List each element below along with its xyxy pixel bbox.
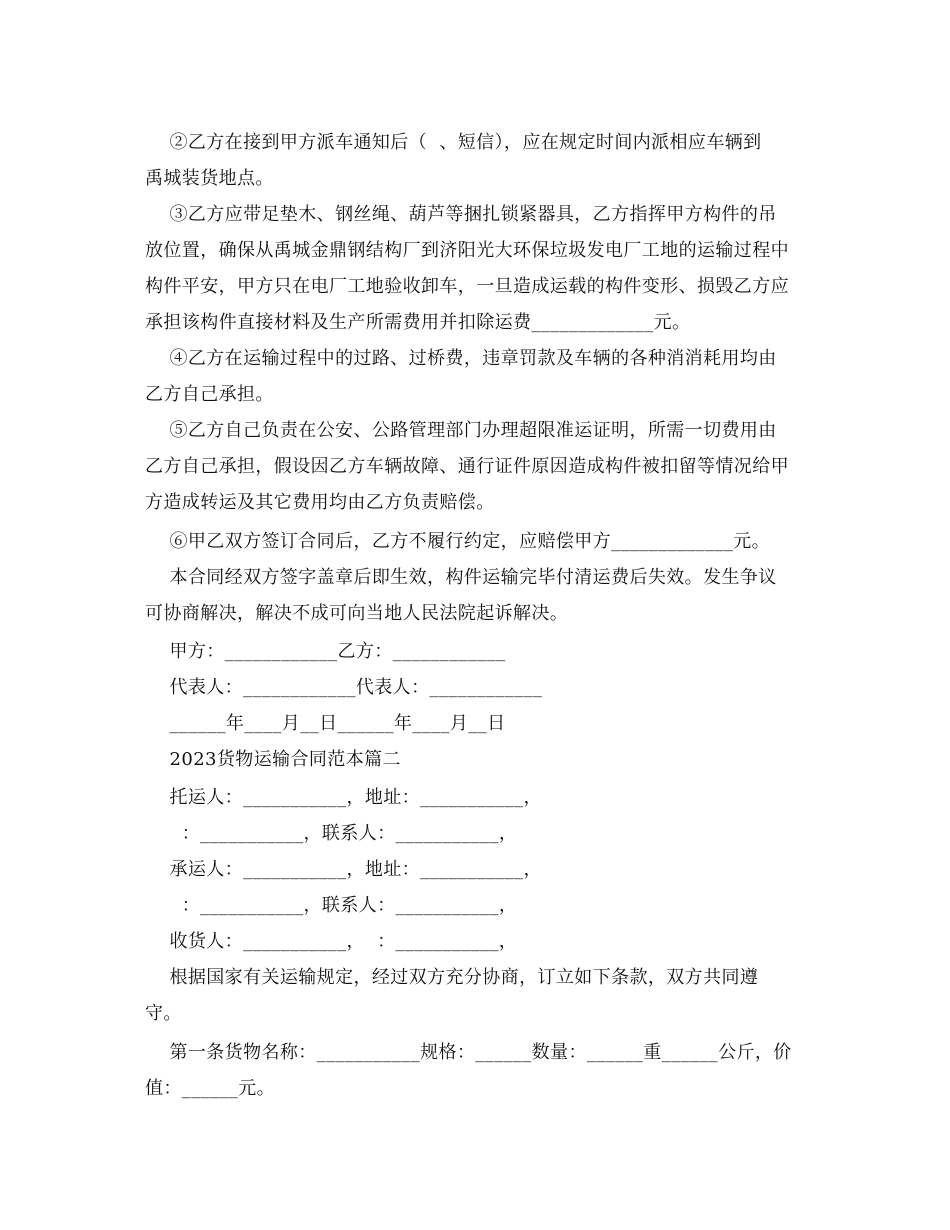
text-line: 构件平安，甲方只在电厂工地验收卸车，一旦造成运载的构件变形、损毁乙方应 xyxy=(145,276,789,297)
text-line: ③乙方应带足垫木、钢丝绳、葫芦等捆扎锁紧器具，乙方指挥甲方构件的吊 xyxy=(145,204,777,225)
text-line: ⑥甲乙双方签订合同后，乙方不履行约定，应赔偿甲方_____________元。 xyxy=(145,531,771,552)
text-line: 守。 xyxy=(145,1003,182,1024)
text-line: 放位置，确保从禹城金鼎钢结构厂到济阳光大环保垃圾发电厂工地的运输过程中 xyxy=(145,240,789,261)
signature-date-line: ______年____月__日______年____月__日 xyxy=(145,713,506,734)
section-heading: 2023货物运输合同范本篇二 xyxy=(145,749,401,770)
form-line: ：___________，联系人：___________， xyxy=(145,823,518,844)
text-line: 禹城装货地点。 xyxy=(145,168,274,189)
text-line: ④乙方在运输过程中的过路、过桥费，违章罚款及车辆的各种消消耗用均由 xyxy=(145,348,777,369)
text-line: 值：______元。 xyxy=(145,1078,275,1099)
text-line: 乙方自己承担。 xyxy=(145,384,274,405)
text-line: 可协商解决，解决不成可向当地人民法院起诉解决。 xyxy=(145,603,569,624)
text-line: 本合同经双方签字盖章后即生效，构件运输完毕付清运费后失效。发生争议 xyxy=(145,567,777,588)
text-line: 乙方自己承担，假设因乙方车辆故障、通行证件原因造成构件被扣留等情况给甲 xyxy=(145,456,789,477)
text-line: 第一条货物名称：___________规格：______数量：______重______公斤，价 xyxy=(145,1042,792,1063)
form-line: 托运人：___________，地址：___________， xyxy=(145,787,542,808)
form-line: 承运人：___________，地址：___________， xyxy=(145,859,542,880)
text-line: 方造成转运及其它费用均由乙方负责赔偿。 xyxy=(145,492,495,513)
form-line: ：___________，联系人：___________， xyxy=(145,895,518,916)
text-line: ⑤乙方自己负责在公安、公路管理部门办理超限准运证明，所需一切费用由 xyxy=(145,420,777,441)
text-line: 根据国家有关运输规定，经过双方充分协商，订立如下条款，双方共同遵 xyxy=(145,967,759,988)
signature-party-line: 甲方：____________乙方：____________ xyxy=(145,641,506,662)
form-line: 收货人：___________， ：___________， xyxy=(145,931,518,952)
text-line: 承担该构件直接材料及生产所需费用并扣除运费_____________元。 xyxy=(145,312,691,333)
text-line: ②乙方在接到甲方派车通知后（ 、短信），应在规定时间内派相应车辆到 xyxy=(145,132,762,153)
signature-representative-line: 代表人：____________代表人：____________ xyxy=(145,677,543,698)
